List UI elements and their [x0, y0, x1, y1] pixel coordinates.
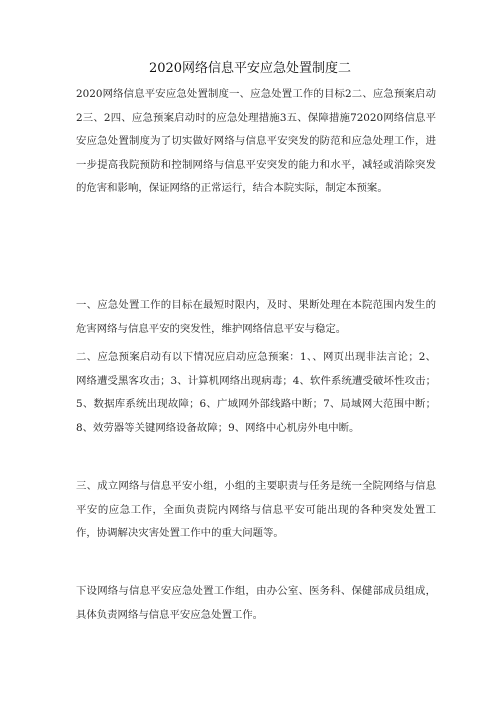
section-goal-paragraph: 一、应急处置工作的目标在最短时限内，及时、果断处理在本院范围内发生的危害网络与信息平安的突发性，维护网络信息平安与稳定。: [76, 299, 436, 335]
intro-paragraph: 2020网络信息平安应急处置制度一、应急处置工作的目标2二、应急预案启动2三、2四、应急预案启动时的应急处理措施3五、保障措施72020网络信息平安应急处置制度为了切实做好网络与信息平安突发的防范和应急处理工作，进一步提高我院预防和控制网络与信息平安突发的能力和水平，减轻或消除突发的危害和影响，保证网络的正常运行，结合本院实际，制定本预案。: [76, 88, 436, 195]
working-group-paragraph: 下设网络与信息平安应急处置工作组，由办公室、医务科、保健部成员组成，具体负责网络与信息平安应急处置工作。: [76, 585, 436, 621]
document-title: 2020网络信息平安应急处置制度二: [148, 61, 352, 76]
section-team-paragraph: 三、成立网络与信息平安小组，小组的主要职责与任务是统一全院网络与信息平安的应急工作，全面负责院内网络与信息平安可能出现的各种突发处置工作，协调解决灾害处置工作中的重大问题等。: [76, 480, 436, 540]
section-activation-paragraph: 二、应急预案启动有以下情况应启动应急预案：1、、网页出现非法言论；2、网络遭受黑客攻击；3、计算机网络出现病毒；4、软件系统遭受破坏性攻击；5、数据库系统出现故障；6、广域网外部线路中断；7、局域网大范围中断；8、效劳器等关键网络设备故障；9、网络中心机房外电中断。: [76, 351, 436, 434]
